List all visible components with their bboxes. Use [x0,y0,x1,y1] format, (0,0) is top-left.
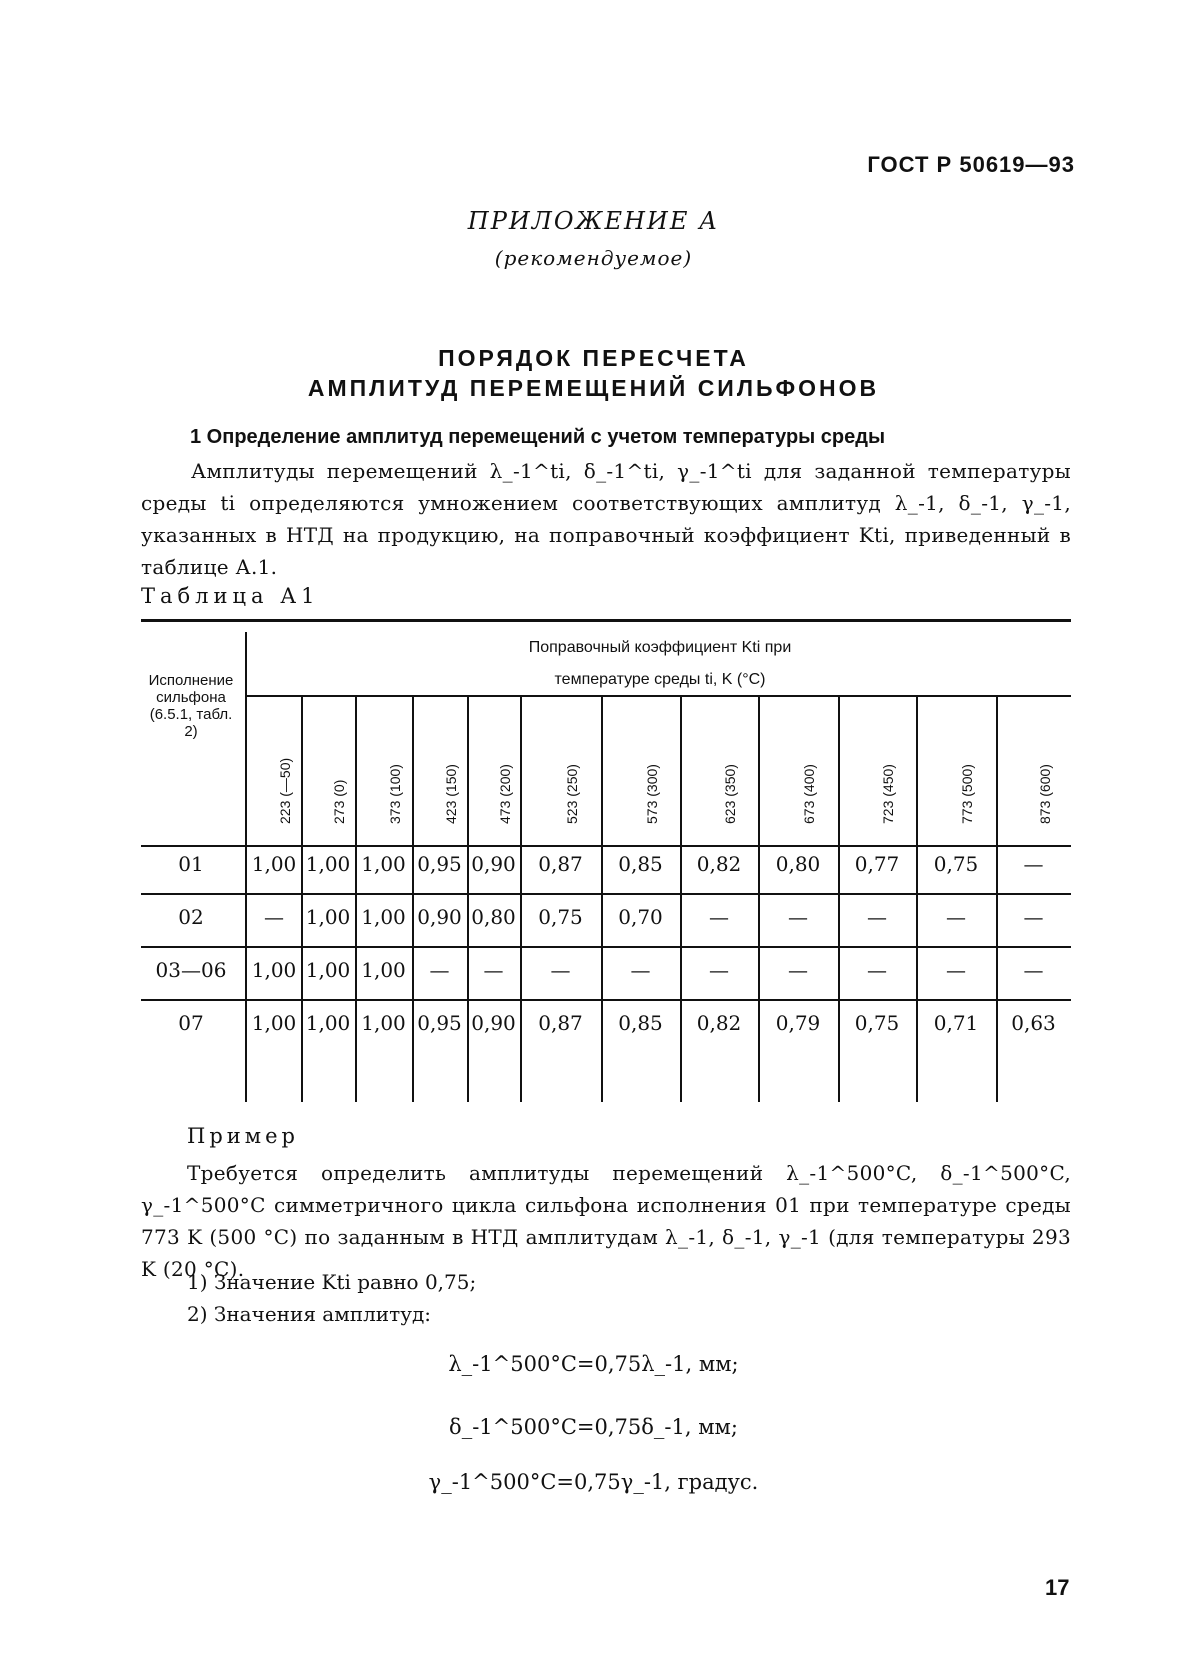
column-divider [601,697,603,1102]
column-divider [758,697,760,1102]
temperature-header [944,700,974,840]
temperature-label: 773 (500) [959,764,975,824]
table-cell: 0,95 [417,852,462,876]
table-cell: 0,75 [933,852,979,876]
table-cell: — [1023,905,1044,929]
table-cell: 1,00 [251,1011,297,1035]
table-cell: — [483,958,504,982]
example-paragraph: Требуется определить амплитуды перемещений λ_-1^500°C, δ_-1^500°C, γ_-1^500°C симметричного цикла сильфона исполнения 01 при температуре среды 773 K (500 °C) по заданным в НТД амплитудам λ_-1, δ_-1, γ_-1 (для температуры 293 K (20 °C). [141,1161,1071,1281]
table-header-rule [141,845,1071,847]
column-divider [838,697,840,1102]
table-cell: 0,82 [696,852,742,876]
temperature-label: 273 (0) [331,779,347,824]
table-cell: 1,00 [305,905,351,929]
table-cell: 0,75 [538,905,583,929]
table-cell: 0,85 [618,852,663,876]
table-cell: 1,00 [361,852,406,876]
table-cell: 1,00 [361,1011,406,1035]
table-cell: 0,77 [854,852,900,876]
temperature-header [707,700,737,840]
temperature-label: 723 (450) [880,764,896,824]
table-cell: 1,00 [361,958,406,982]
table-cell: — [867,905,887,929]
temperature-header [865,700,895,840]
table-cell: 1,00 [361,905,406,929]
table-cell: — [946,905,966,929]
table-cell: 0,71 [933,1011,979,1035]
group-header-line-1: Поправочный коэффициент Kti при [528,639,792,656]
table-cell: — [264,905,284,929]
table-cell: — [867,958,887,982]
formula-lambda: λ_-1^500°C=0,75λ_-1, мм; [448,1352,739,1376]
formula-gamma: γ_-1^500°C=0,75γ_-1, градус. [428,1470,759,1494]
example-item-2: 2) Значения амплитуд: [187,1302,432,1326]
table-top-rule [141,619,1071,622]
column-divider [301,697,303,1102]
temperature-label: 523 (250) [563,764,580,824]
table-cell: 0,90 [471,852,516,876]
appendix-title: ПРИЛОЖЕНИЕ А [467,207,720,235]
table-cell: 0,82 [696,1011,742,1035]
temperature-header [549,700,579,840]
temperature-label: 373 (100) [386,764,403,824]
table-cell: — [630,958,651,982]
table-cell: — [946,958,966,982]
column-divider [916,697,918,1102]
temperature-header [482,700,512,840]
row-divider [141,946,1071,948]
table-cell: 1,00 [251,852,297,876]
formula-delta: δ_-1^500°C=0,75δ_-1, мм; [449,1415,738,1439]
row-divider [141,893,1071,895]
table-cell: 0,95 [417,1011,462,1035]
temperature-label: 623 (350) [722,764,738,824]
temperature-header [262,700,292,840]
temperature-label: 873 (600) [1036,764,1053,824]
group-header [250,632,1070,696]
temperature-header [372,700,402,840]
table-cell: 1,00 [305,852,351,876]
column-divider [996,697,998,1102]
row-label: 03—06 [155,958,227,982]
page-number: 17 [1045,1575,1070,1600]
temperature-header [786,700,816,840]
temperature-header [629,700,659,840]
title-line-1: ПОРЯДОК ПЕРЕСЧЕТА [438,345,749,371]
table-cell: 0,75 [854,1011,900,1035]
table-cell: 0,63 [1011,1011,1056,1035]
temperature-header [1022,700,1052,840]
column-divider [467,697,469,1102]
table-cell: 1,00 [305,958,351,982]
table-cell: — [550,958,571,982]
table-cell: — [429,958,450,982]
temperature-label: 673 (400) [801,764,817,824]
stub-header: Исполнение сильфона (6.5.1, табл. 2) [148,672,234,740]
example-item-1: 1) Значение Kti равно 0,75; [187,1270,477,1294]
title-line-2: АМПЛИТУД ПЕРЕМЕЩЕНИЙ СИЛЬФОНОВ [307,375,880,401]
table-cell: 0,90 [417,905,462,929]
table-cell: — [788,905,808,929]
group-header-line-2: температуре среды ti, K (°C) [554,671,766,688]
example-heading: Пример [187,1124,299,1148]
table-cell: 1,00 [305,1011,351,1035]
temperature-label: 423 (150) [442,764,459,824]
row-label: 07 [178,1011,204,1035]
table-cell: — [1023,958,1044,982]
section-paragraph: Амплитуды перемещений λ_-1^ti, δ_-1^ti, γ_-1^ti для заданной температуры среды ti определяются умножением соответствующих амплитуд λ_-1, δ_-1, γ_-1, указанных в НТД на продукцию, на поправочный коэффициент Kti, приведенный в таблице А.1. [141,459,1071,579]
table-cell: 0,70 [618,905,663,929]
row-label: 01 [178,852,204,876]
table-cell: 0,87 [538,1011,583,1035]
table-caption: Таблица А1 [141,584,320,608]
temperature-label: 223 (—50) [277,757,293,824]
table-cell: — [788,958,808,982]
temperature-label: 473 (200) [496,764,513,824]
section-heading: 1 Определение амплитуд перемещений с учетом температуры среды [190,426,886,448]
row-label: 02 [178,905,204,929]
column-divider [680,697,682,1102]
table-cell: 0,80 [471,905,516,929]
table-cell: — [709,958,729,982]
column-divider [355,697,357,1102]
row-divider [141,999,1071,1001]
table-cell: — [709,905,729,929]
table-cell: — [1023,852,1044,876]
table-cell: 0,79 [775,1011,821,1035]
table-cell: 1,00 [251,958,297,982]
column-divider [520,697,522,1102]
table-cell: 0,87 [538,852,583,876]
table-cell: 0,85 [618,1011,663,1035]
temperature-header [316,700,346,840]
column-divider [412,697,414,1102]
table-cell: 0,90 [471,1011,516,1035]
temperature-header [428,700,458,840]
appendix-subtitle: (рекомендуемое) [494,246,693,270]
temperature-label: 573 (300) [643,764,660,824]
table-cell: 0,80 [775,852,821,876]
document-code: ГОСТ Р 50619—93 [867,152,1075,177]
